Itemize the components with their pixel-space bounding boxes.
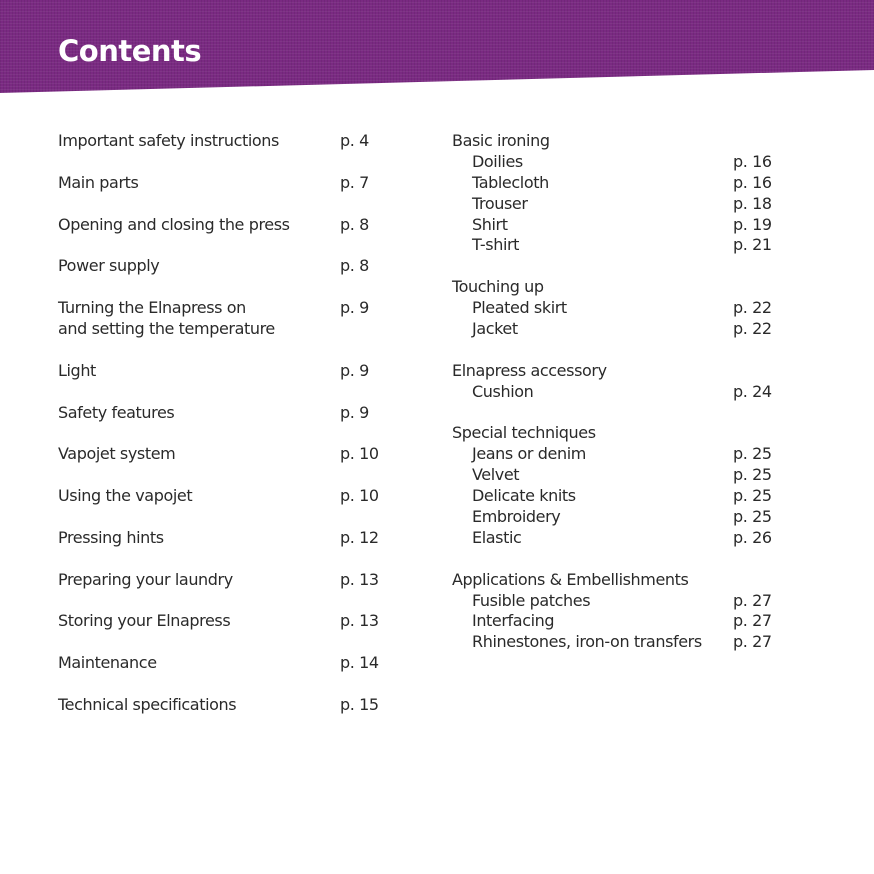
toc-entry-label: Pressing hints [58, 527, 164, 547]
toc-entry-continuation[interactable] [58, 319, 398, 340]
toc-sub-entry[interactable] [452, 486, 792, 507]
toc-entry-label: Maintenance [58, 653, 157, 673]
toc-section-label: Basic ironing [452, 131, 550, 150]
toc-section-heading[interactable] [452, 361, 792, 382]
toc-page-number: p. 16 [733, 151, 772, 171]
toc-section-label: Elnapress accessory [452, 360, 607, 380]
toc-page-number: p. 13 [340, 569, 379, 589]
toc-sub-entry[interactable] [452, 173, 792, 194]
toc-entry[interactable] [58, 444, 398, 465]
toc-sub-entry-label: Pleated skirt [472, 298, 567, 318]
toc-entry[interactable] [58, 298, 398, 319]
toc-entry-label: Vapojet system [58, 444, 176, 464]
toc-entry[interactable] [58, 173, 398, 194]
toc-page-number: p. 12 [340, 527, 379, 547]
toc-section-label: Touching up [452, 277, 544, 297]
toc-sub-entry[interactable] [452, 507, 792, 528]
toc-page-number: p. 24 [733, 381, 772, 401]
toc-entry-label: Safety features [58, 402, 175, 422]
toc-page-number: p. 21 [733, 235, 772, 255]
toc-page-number: p. 4 [340, 131, 369, 150]
toc-page-number: p. 18 [733, 193, 772, 213]
toc-entry-label: Light [58, 360, 96, 380]
toc-page-number: p. 26 [733, 527, 772, 547]
toc-right-column [452, 131, 792, 653]
toc-entry-label: and setting the temperature [58, 319, 275, 339]
toc-page-number: p. 27 [733, 632, 772, 652]
toc-page-number: p. 15 [340, 695, 379, 715]
toc-entry[interactable] [58, 486, 398, 507]
toc-entry-label: Preparing your laundry [58, 569, 233, 589]
toc-section-heading[interactable] [452, 131, 792, 152]
toc-sub-entry[interactable] [452, 611, 792, 632]
toc-page-number: p. 25 [733, 465, 772, 485]
toc-sub-entry[interactable] [452, 444, 792, 465]
toc-sub-entry-label: T-shirt [472, 235, 520, 255]
toc-page-number: p. 22 [733, 298, 772, 318]
toc-section-label: Special techniques [452, 423, 596, 443]
toc-entry[interactable] [58, 653, 398, 674]
toc-sub-entry-label: Jeans or denim [472, 444, 586, 464]
toc-sub-entry-label: Cushion [472, 381, 534, 401]
toc-page-number: p. 9 [340, 360, 369, 380]
toc-sub-entry-label: Shirt [472, 214, 508, 234]
toc-entry[interactable] [58, 528, 398, 549]
toc-sub-entry[interactable] [452, 528, 792, 549]
toc-entry-label: Technical specifications [58, 695, 237, 715]
toc-left-column [58, 131, 398, 716]
toc-section-heading[interactable] [452, 570, 792, 591]
toc-page-number: p. 10 [340, 444, 379, 464]
toc-sub-entry[interactable] [452, 465, 792, 486]
toc-sub-entry[interactable] [452, 382, 792, 403]
toc-entry-label: Using the vapojet [58, 486, 193, 506]
toc-section-heading[interactable] [452, 277, 792, 298]
toc-entry-label: Power supply [58, 256, 160, 276]
toc-sub-entry[interactable] [452, 298, 792, 319]
toc-page-number: p. 25 [733, 444, 772, 464]
toc-sub-entry[interactable] [452, 152, 792, 173]
toc-sub-entry-label: Jacket [472, 319, 518, 339]
toc-page-number: p. 27 [733, 611, 772, 631]
toc-entry[interactable] [58, 611, 398, 632]
toc-page-number: p. 25 [733, 507, 772, 527]
toc-sub-entry[interactable] [452, 215, 792, 236]
toc-sub-entry-label: Trouser [472, 193, 528, 213]
toc-entry[interactable] [58, 695, 398, 716]
toc-entry-label: Main parts [58, 172, 139, 192]
toc-page-number: p. 10 [340, 486, 379, 506]
toc-page-number: p. 19 [733, 214, 772, 234]
toc-sub-entry[interactable] [452, 194, 792, 215]
toc-entry[interactable] [58, 131, 398, 152]
toc-sub-entry[interactable] [452, 632, 792, 653]
toc-page-number: p. 16 [733, 172, 772, 192]
toc-sub-entry-label: Rhinestones, iron-on transfers [472, 632, 702, 652]
toc-page-number: p. 9 [340, 298, 369, 318]
toc-page-number: p. 9 [340, 402, 369, 422]
toc-page-number: p. 14 [340, 653, 379, 673]
toc-sub-entry-label: Velvet [472, 465, 520, 485]
toc-entry[interactable] [58, 361, 398, 382]
toc-entry[interactable] [58, 403, 398, 424]
toc-sub-entry-label: Tablecloth [472, 172, 549, 192]
toc-sub-entry-label: Delicate knits [472, 486, 576, 506]
toc-sub-entry-label: Elastic [472, 527, 522, 547]
toc-sub-entry-label: Doilies [472, 151, 523, 171]
toc-entry[interactable] [58, 256, 398, 277]
toc-sub-entry[interactable] [452, 319, 792, 340]
toc-page-number: p. 7 [340, 172, 369, 192]
toc-sub-entry[interactable] [452, 235, 792, 256]
toc-entry[interactable] [58, 215, 398, 236]
toc-entry-label: Opening and closing the press [58, 214, 290, 234]
toc-page-number: p. 27 [733, 590, 772, 610]
page-title: Contents [58, 34, 202, 68]
toc-entry[interactable] [58, 570, 398, 591]
toc-sub-entry-label: Embroidery [472, 507, 561, 527]
toc-sub-entry-label: Fusible patches [472, 590, 591, 610]
toc-section-label: Applications & Embellishments [452, 569, 689, 589]
toc-page-number: p. 8 [340, 214, 369, 234]
toc-entry-label: Important safety instructions [58, 131, 279, 150]
toc-sub-entry[interactable] [452, 591, 792, 612]
toc-page-number: p. 13 [340, 611, 379, 631]
toc-page-number: p. 22 [733, 319, 772, 339]
toc-entry-label: Storing your Elnapress [58, 611, 231, 631]
toc-page-number: p. 25 [733, 486, 772, 506]
toc-page-number: p. 8 [340, 256, 369, 276]
toc-section-heading[interactable] [452, 423, 792, 444]
toc-sub-entry-label: Interfacing [472, 611, 555, 631]
toc-entry-label: Turning the Elnapress on [58, 298, 246, 318]
